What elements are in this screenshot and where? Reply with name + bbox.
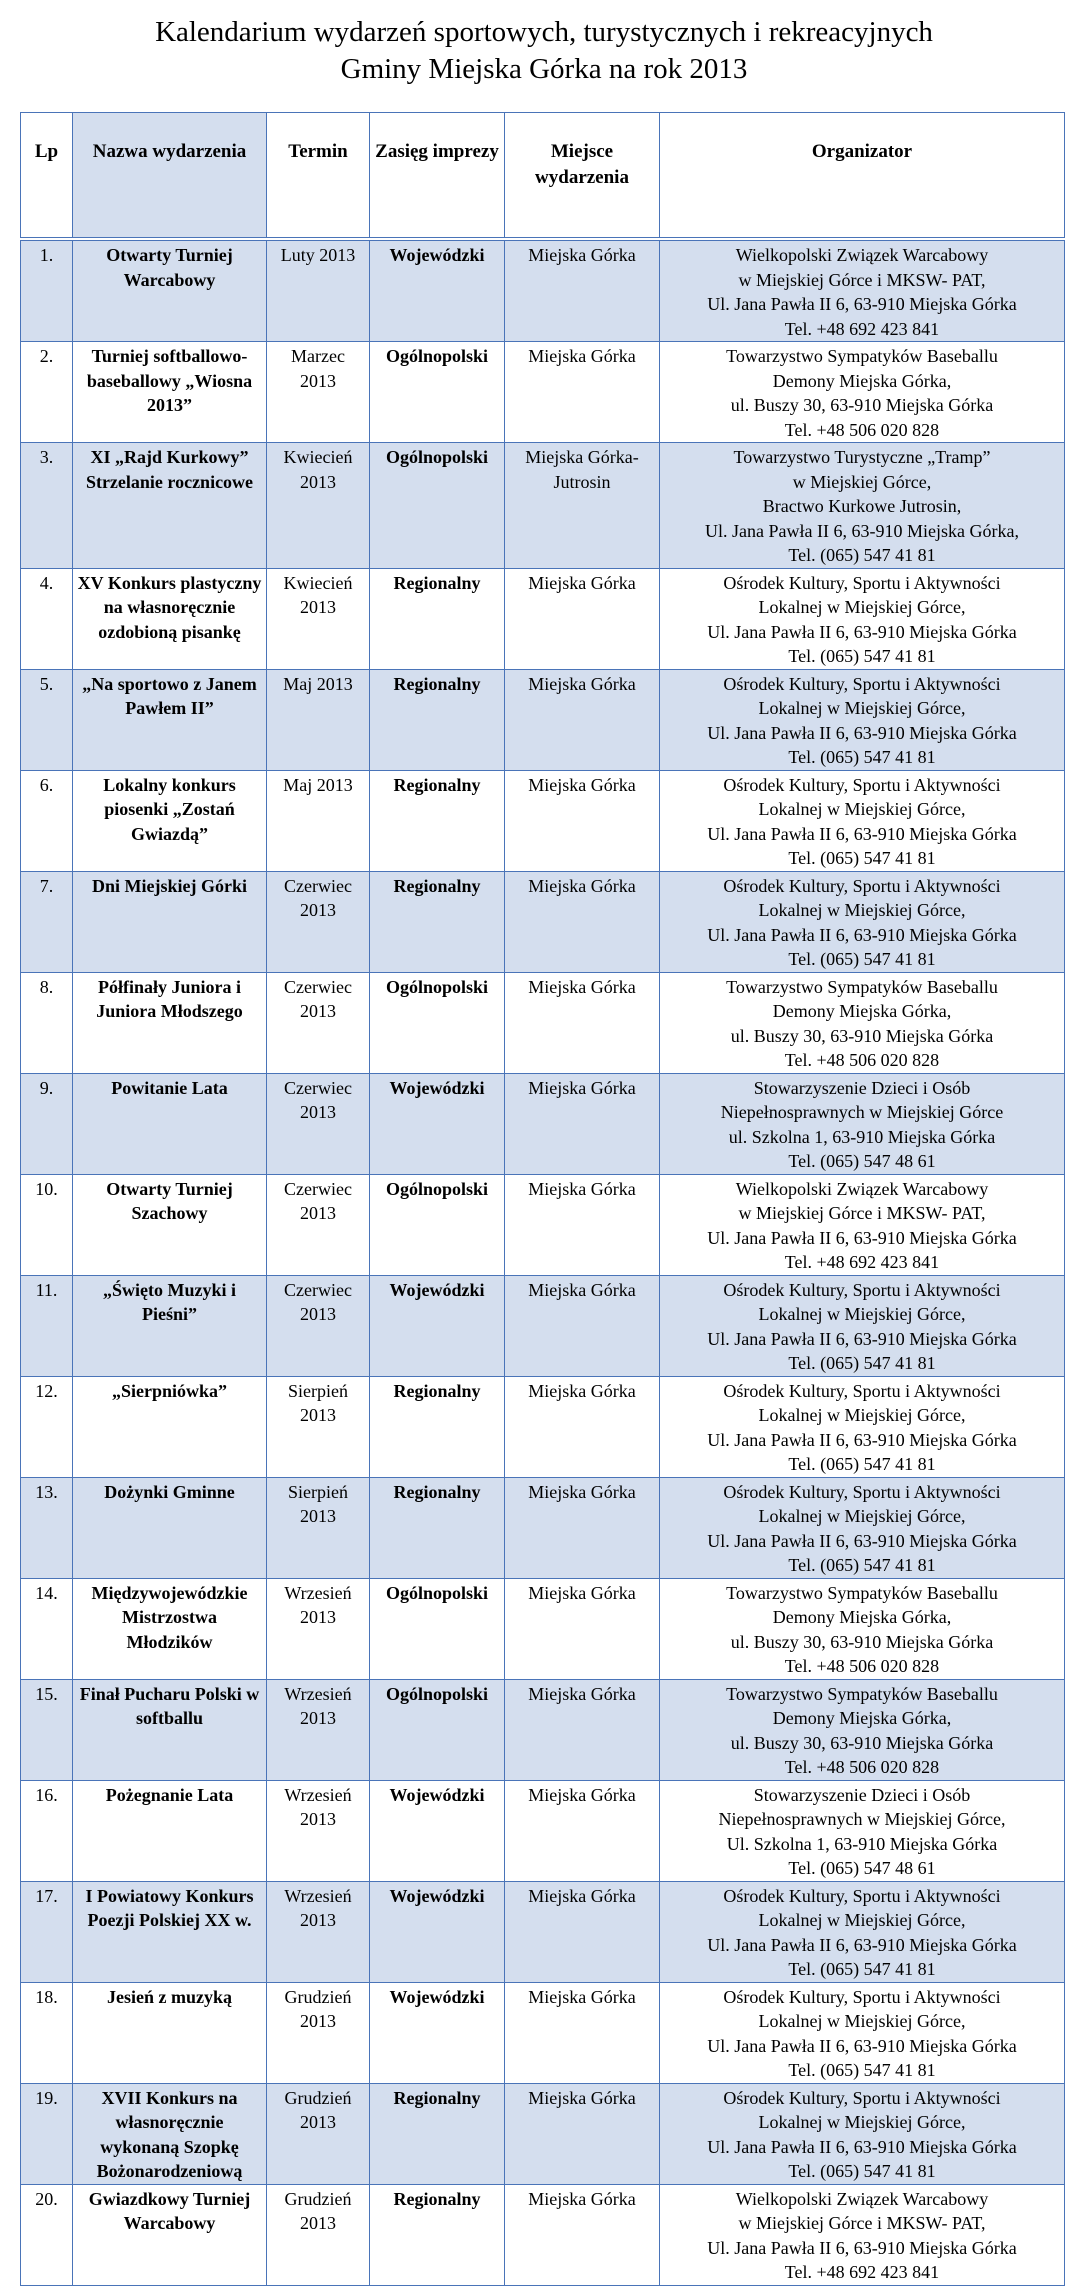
cell-place: Miejska Górka (505, 1174, 660, 1275)
organizer-line: Towarzystwo Sympatyków Baseballu (726, 1683, 998, 1704)
organizer-line: Tel. (065) 547 41 81 (788, 2161, 936, 2181)
organizer-line: Wielkopolski Związek Warcabowy (735, 2188, 989, 2209)
cell-event-name: Dożynki Gminne (73, 1477, 267, 1578)
cell-lp: 12. (21, 1376, 73, 1477)
organizer-line: Lokalnej w Miejskiej Górce, (758, 1304, 966, 1324)
cell-place: Miejska Górka (505, 972, 660, 1073)
cell-lp: 9. (21, 1073, 73, 1174)
table-row (21, 2184, 1065, 2285)
organizer-line: Lokalnej w Miejskiej Górce, (758, 799, 966, 819)
cell-lp: 14. (21, 1578, 73, 1679)
organizer-line: Tel. (065) 547 41 81 (788, 949, 936, 969)
table-row (21, 972, 1065, 1073)
organizer-line: Ul. Jana Pawła II 6, 63-910 Miejska Górka (707, 2136, 1017, 2157)
organizer-line: Ośrodek Kultury, Sportu i Aktywności (723, 1986, 1001, 2007)
cell-scope: Regionalny (370, 2083, 505, 2184)
organizer-line: Tel. +48 506 020 828 (784, 419, 940, 440)
cell-term: Czerwiec 2013 (267, 1174, 370, 1275)
organizer-line: Niepełnosprawnych w Miejskiej Górce, (718, 1809, 1006, 1829)
table-row (21, 1881, 1065, 1982)
organizer-line: Tel. (065) 547 41 81 (788, 1353, 936, 1373)
document-title (0, 14, 1088, 88)
organizer-line: ul. Szkolna 1, 63-910 Miejska Górka (728, 1126, 996, 1147)
cell-term: Kwiecień 2013 (267, 443, 370, 569)
table-row (21, 568, 1065, 669)
table-row (21, 770, 1065, 871)
cell-term: Grudzień 2013 (267, 1982, 370, 2083)
cell-term: Czerwiec 2013 (267, 1275, 370, 1376)
cell-event-name: Dni Miejskiej Górki (73, 871, 267, 972)
organizer-line: Lokalnej w Miejskiej Górce, (758, 2112, 966, 2132)
cell-place: Miejska Górka (505, 1982, 660, 2083)
organizer-line: Towarzystwo Sympatyków Baseballu (726, 976, 998, 997)
cell-scope: Regionalny (370, 1376, 505, 1477)
organizer-line: Wielkopolski Związek Warcabowy (735, 1178, 989, 1199)
cell-organizer (660, 669, 1065, 770)
table-row (21, 669, 1065, 770)
cell-event-name: XI „Rajd Kurkowy” Strzelanie rocznicowe (73, 443, 267, 569)
cell-scope: Wojewódzki (370, 1073, 505, 1174)
cell-organizer (660, 1982, 1065, 2083)
cell-lp: 16. (21, 1780, 73, 1881)
cell-organizer (660, 1376, 1065, 1477)
cell-place: Miejska Górka (505, 2083, 660, 2184)
organizer-line: ul. Buszy 30, 63-910 Miejska Górka (730, 1025, 994, 1046)
table-row (21, 2083, 1065, 2184)
organizer-line: Towarzystwo Turystyczne „Tramp” (733, 447, 991, 467)
cell-place: Miejska Górka (505, 1679, 660, 1780)
organizer-line: Ośrodek Kultury, Sportu i Aktywności (723, 1279, 1001, 1300)
organizer-line: Tel. (065) 547 41 81 (788, 646, 936, 666)
cell-term: Kwiecień 2013 (267, 568, 370, 669)
organizer-line: Ul. Jana Pawła II 6, 63-910 Miejska Górka (707, 2035, 1017, 2056)
organizer-line: Ul. Jana Pawła II 6, 63-910 Miejska Górka (707, 924, 1017, 945)
cell-term: Sierpień 2013 (267, 1477, 370, 1578)
cell-scope: Ogólnopolski (370, 443, 505, 569)
cell-lp: 11. (21, 1275, 73, 1376)
organizer-line: Tel. (065) 547 41 81 (788, 545, 936, 565)
cell-place: Miejska Górka (505, 1578, 660, 1679)
cell-lp: 8. (21, 972, 73, 1073)
organizer-line: w Miejskiej Górce i MKSW- PAT, (738, 269, 986, 290)
organizer-line: Ośrodek Kultury, Sportu i Aktywności (723, 2087, 1001, 2108)
cell-event-name: Otwarty Turniej Warcabowy (73, 239, 267, 342)
organizer-line: Wielkopolski Związek Warcabowy (735, 245, 989, 265)
organizer-line: Ul. Jana Pawła II 6, 63-910 Miejska Górka, (705, 520, 1019, 541)
organizer-line: Ul. Jana Pawła II 6, 63-910 Miejska Górka (707, 1328, 1017, 1349)
cell-scope: Wojewódzki (370, 1881, 505, 1982)
cell-event-name: I Powiatowy Konkurs Poezji Polskiej XX w. (73, 1881, 267, 1982)
cell-lp: 6. (21, 770, 73, 871)
table-row (21, 1174, 1065, 1275)
organizer-line: w Miejskiej Górce i MKSW- PAT, (738, 1203, 986, 1223)
organizer-line: Ośrodek Kultury, Sportu i Aktywności (723, 572, 1001, 593)
table-row (21, 239, 1065, 342)
organizer-line: w Miejskiej Górce i MKSW- PAT, (738, 2213, 986, 2233)
cell-organizer (660, 1780, 1065, 1881)
organizer-line: Tel. (065) 547 41 81 (788, 747, 936, 767)
organizer-line: Ul. Jana Pawła II 6, 63-910 Miejska Górka (707, 823, 1017, 844)
cell-lp: 2. (21, 342, 73, 443)
cell-term: Czerwiec 2013 (267, 871, 370, 972)
cell-term: Maj 2013 (267, 770, 370, 871)
cell-organizer (660, 871, 1065, 972)
cell-lp: 20. (21, 2184, 73, 2285)
cell-event-name: Jesień z muzyką (73, 1982, 267, 2083)
organizer-line: ul. Buszy 30, 63-910 Miejska Górka (730, 395, 994, 415)
organizer-line: Tel. +48 506 020 828 (784, 1757, 940, 1777)
table-row (21, 1578, 1065, 1679)
cell-term: Luty 2013 (267, 239, 370, 342)
cell-place: Miejska Górka (505, 1477, 660, 1578)
organizer-line: Towarzystwo Sympatyków Baseballu (726, 346, 998, 366)
cell-place: Miejska Górka (505, 239, 660, 342)
title-line-2: Gminy Miejska Górka na rok 2013 (340, 53, 748, 85)
organizer-line: Lokalnej w Miejskiej Górce, (758, 2011, 966, 2031)
cell-lp: 4. (21, 568, 73, 669)
cell-scope: Wojewódzki (370, 1982, 505, 2083)
organizer-line: Ul. Szkolna 1, 63-910 Miejska Górka (726, 1833, 998, 1854)
organizer-line: Tel. (065) 547 48 61 (788, 1858, 936, 1878)
cell-event-name: Finał Pucharu Polski w softballu (73, 1679, 267, 1780)
organizer-line: Ul. Jana Pawła II 6, 63-910 Miejska Górka (707, 1429, 1017, 1450)
cell-event-name: Półfinały Juniora i Juniora Młodszego (73, 972, 267, 1073)
cell-event-name: „Na sportowo z Janem Pawłem II” (73, 669, 267, 770)
cell-organizer (660, 1275, 1065, 1376)
organizer-line: Ul. Jana Pawła II 6, 63-910 Miejska Górka (707, 1227, 1017, 1248)
organizer-line: Ośrodek Kultury, Sportu i Aktywności (723, 875, 1001, 896)
table-row (21, 1477, 1065, 1578)
organizer-line: Demony Miejska Górka, (772, 1708, 952, 1728)
cell-scope: Ogólnopolski (370, 1679, 505, 1780)
cell-scope: Regionalny (370, 669, 505, 770)
cell-organizer (660, 2083, 1065, 2184)
header-org: Organizator (660, 113, 1065, 240)
organizer-line: Lokalnej w Miejskiej Górce, (758, 597, 966, 617)
cell-scope: Regionalny (370, 568, 505, 669)
cell-event-name: XV Konkurs plastyczny na własnoręcznie ozdobioną pisankę (73, 568, 267, 669)
cell-event-name: Pożegnanie Lata (73, 1780, 267, 1881)
organizer-line: ul. Buszy 30, 63-910 Miejska Górka (730, 1631, 994, 1652)
header-scope: Zasięg imprezy (370, 113, 505, 240)
cell-term: Wrzesień 2013 (267, 1679, 370, 1780)
table-row (21, 1073, 1065, 1174)
organizer-line: Tel. (065) 547 41 81 (788, 848, 936, 868)
cell-place: Miejska Górka (505, 770, 660, 871)
cell-scope: Regionalny (370, 1477, 505, 1578)
table-header-row (21, 113, 1065, 240)
cell-lp: 1. (21, 239, 73, 342)
header-term: Termin (267, 113, 370, 240)
cell-organizer (660, 1578, 1065, 1679)
cell-scope: Wojewódzki (370, 1780, 505, 1881)
table-row (21, 443, 1065, 569)
table-row (21, 1275, 1065, 1376)
cell-place: Miejska Górka (505, 342, 660, 443)
organizer-line: Lokalnej w Miejskiej Górce, (758, 1405, 966, 1425)
cell-organizer (660, 1174, 1065, 1275)
cell-organizer (660, 2184, 1065, 2285)
table-row (21, 871, 1065, 972)
organizer-line: Lokalnej w Miejskiej Górce, (758, 900, 966, 920)
table-row (21, 342, 1065, 443)
organizer-line: Ośrodek Kultury, Sportu i Aktywności (723, 1885, 1001, 1906)
organizer-line: Ul. Jana Pawła II 6, 63-910 Miejska Górka (707, 1530, 1017, 1551)
organizer-line: Tel. (065) 547 41 81 (788, 1555, 936, 1575)
cell-lp: 17. (21, 1881, 73, 1982)
cell-event-name: Otwarty Turniej Szachowy (73, 1174, 267, 1275)
organizer-line: Tel. +48 692 423 841 (784, 318, 940, 339)
cell-event-name: Turniej softballowo-baseballowy „Wiosna 2013” (73, 342, 267, 443)
cell-organizer (660, 770, 1065, 871)
cell-term: Wrzesień 2013 (267, 1780, 370, 1881)
cell-place: Miejska Górka (505, 568, 660, 669)
organizer-line: Tel. (065) 547 41 81 (788, 1959, 936, 1979)
cell-lp: 13. (21, 1477, 73, 1578)
cell-organizer (660, 239, 1065, 342)
cell-organizer (660, 1679, 1065, 1780)
organizer-line: Ul. Jana Pawła II 6, 63-910 Miejska Górka (707, 722, 1017, 743)
organizer-line: Tel. (065) 547 41 81 (788, 2060, 936, 2080)
cell-place: Miejska Górka (505, 669, 660, 770)
organizer-line: Ul. Jana Pawła II 6, 63-910 Miejska Górka (707, 294, 1017, 314)
organizer-line: Ośrodek Kultury, Sportu i Aktywności (723, 1380, 1001, 1401)
cell-event-name: Lokalny konkurs piosenki „Zostań Gwiazdą” (73, 770, 267, 871)
cell-place: Miejska Górka (505, 1073, 660, 1174)
cell-scope: Wojewódzki (370, 239, 505, 342)
cell-event-name: Gwiazdkowy Turniej Warcabowy (73, 2184, 267, 2285)
cell-place: Miejska Górka (505, 871, 660, 972)
cell-term: Czerwiec 2013 (267, 972, 370, 1073)
organizer-line: Ośrodek Kultury, Sportu i Aktywności (723, 1481, 1001, 1502)
organizer-line: Tel. (065) 547 41 81 (788, 1454, 936, 1474)
organizer-line: Ośrodek Kultury, Sportu i Aktywności (723, 774, 1001, 795)
cell-place: Miejska Górka (505, 1881, 660, 1982)
organizer-line: Ul. Jana Pawła II 6, 63-910 Miejska Górka (707, 621, 1017, 642)
cell-lp: 19. (21, 2083, 73, 2184)
cell-scope: Ogólnopolski (370, 342, 505, 443)
cell-lp: 18. (21, 1982, 73, 2083)
cell-organizer (660, 568, 1065, 669)
organizer-line: Towarzystwo Sympatyków Baseballu (726, 1582, 998, 1603)
header-lp: Lp (21, 113, 73, 240)
cell-term: Maj 2013 (267, 669, 370, 770)
organizer-line: ul. Buszy 30, 63-910 Miejska Górka (730, 1732, 994, 1753)
cell-scope: Regionalny (370, 871, 505, 972)
table-row (21, 1780, 1065, 1881)
organizer-line: Lokalnej w Miejskiej Górce, (758, 1506, 966, 1526)
cell-organizer (660, 342, 1065, 443)
organizer-line: Ośrodek Kultury, Sportu i Aktywności (723, 673, 1001, 694)
organizer-line: Tel. +48 692 423 841 (784, 1252, 940, 1272)
cell-term: Wrzesień 2013 (267, 1881, 370, 1982)
cell-lp: 5. (21, 669, 73, 770)
organizer-line: w Miejskiej Górce, (792, 471, 932, 492)
cell-term: Czerwiec 2013 (267, 1073, 370, 1174)
cell-place: Miejska Górka (505, 2184, 660, 2285)
cell-lp: 3. (21, 443, 73, 569)
title-line-1: Kalendarium wydarzeń sportowych, turystycznych i rekreacyjnych (155, 16, 933, 48)
table-row (21, 1982, 1065, 2083)
cell-event-name: „Sierpniówka” (73, 1376, 267, 1477)
cell-place: Miejska Górka-Jutrosin (505, 443, 660, 569)
cell-term: Grudzień 2013 (267, 2083, 370, 2184)
organizer-line: Niepełnosprawnych w Miejskiej Górce (720, 1102, 1004, 1122)
cell-organizer (660, 1073, 1065, 1174)
cell-event-name: Międzywojewódzkie Mistrzostwa Młodzików (73, 1578, 267, 1679)
cell-organizer (660, 972, 1065, 1073)
organizer-line: Stowarzyszenie Dzieci i Osób (753, 1077, 971, 1098)
organizer-line: Demony Miejska Górka, (772, 1001, 952, 1021)
organizer-line: Demony Miejska Górka, (772, 1607, 952, 1627)
cell-term: Marzec 2013 (267, 342, 370, 443)
cell-organizer (660, 1881, 1065, 1982)
organizer-line: Lokalnej w Miejskiej Górce, (758, 1910, 966, 1930)
cell-organizer (660, 1477, 1065, 1578)
table-row (21, 1376, 1065, 1477)
cell-term: Grudzień 2013 (267, 2184, 370, 2285)
cell-organizer (660, 443, 1065, 569)
cell-lp: 10. (21, 1174, 73, 1275)
organizer-line: Ul. Jana Pawła II 6, 63-910 Miejska Górka (707, 2237, 1017, 2258)
cell-event-name: Powitanie Lata (73, 1073, 267, 1174)
organizer-line: Stowarzyszenie Dzieci i Osób (753, 1784, 971, 1805)
events-table (20, 112, 1065, 2286)
organizer-line: Tel. +48 506 020 828 (784, 1656, 940, 1676)
cell-scope: Regionalny (370, 2184, 505, 2285)
cell-place: Miejska Górka (505, 1780, 660, 1881)
header-place: Miejsce wydarzenia (505, 113, 660, 240)
organizer-line: Lokalnej w Miejskiej Górce, (758, 698, 966, 718)
organizer-line: Demony Miejska Górka, (772, 370, 952, 391)
cell-term: Sierpień 2013 (267, 1376, 370, 1477)
organizer-line: Tel. +48 692 423 841 (784, 2262, 940, 2282)
header-name: Nazwa wydarzenia (73, 113, 267, 240)
organizer-line: Tel. (065) 547 48 61 (788, 1151, 936, 1171)
cell-place: Miejska Górka (505, 1376, 660, 1477)
cell-lp: 15. (21, 1679, 73, 1780)
cell-lp: 7. (21, 871, 73, 972)
organizer-line: Tel. +48 506 020 828 (784, 1050, 940, 1070)
cell-event-name: XVII Konkurs na własnoręcznie wykonaną Szopkę Bożonarodzeniową (73, 2083, 267, 2184)
cell-event-name: „Święto Muzyki i Pieśni” (73, 1275, 267, 1376)
cell-scope: Ogólnopolski (370, 972, 505, 1073)
table-row (21, 1679, 1065, 1780)
cell-scope: Wojewódzki (370, 1275, 505, 1376)
organizer-line: Bractwo Kurkowe Jutrosin, (762, 496, 962, 516)
cell-scope: Ogólnopolski (370, 1578, 505, 1679)
organizer-line: Ul. Jana Pawła II 6, 63-910 Miejska Górka (707, 1934, 1017, 1955)
cell-scope: Regionalny (370, 770, 505, 871)
cell-scope: Ogólnopolski (370, 1174, 505, 1275)
cell-place: Miejska Górka (505, 1275, 660, 1376)
cell-term: Wrzesień 2013 (267, 1578, 370, 1679)
